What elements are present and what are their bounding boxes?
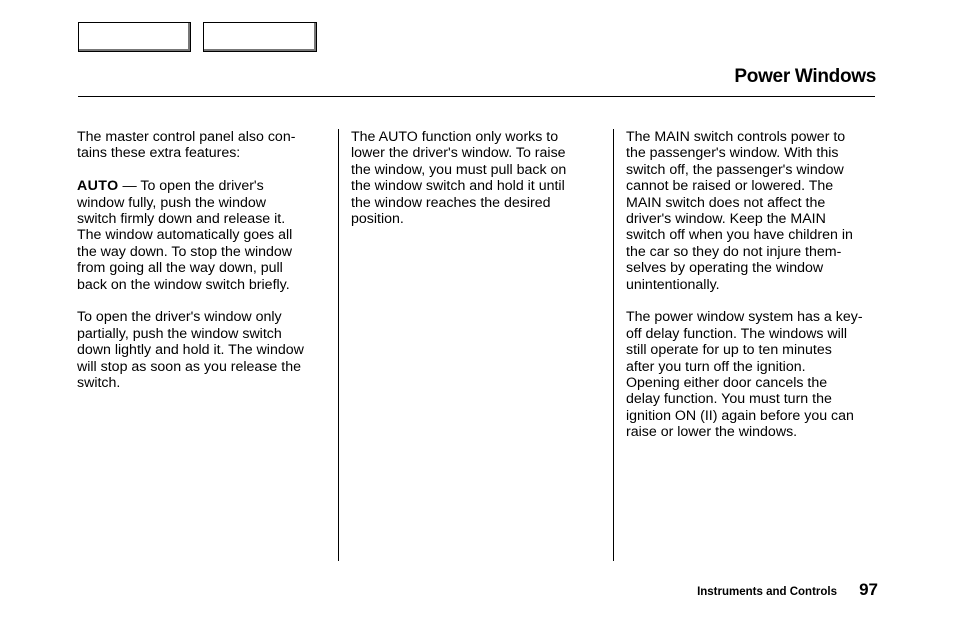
text-line: the car so they do not injure them-: [626, 243, 842, 260]
next-page-button[interactable]: [203, 22, 317, 52]
text-line: MAIN switch does not affect the: [626, 194, 826, 211]
text-line: The power window system has a key-: [626, 309, 863, 326]
partial-open-paragraph: [77, 309, 331, 391]
column-divider: [338, 129, 339, 561]
text-line: from going all the way down, pull: [77, 260, 283, 277]
header-divider: [78, 96, 875, 97]
footer-section-title: Instruments and Controls: [697, 586, 837, 598]
text-line: The master control panel also con-: [77, 129, 296, 145]
column-divider: [613, 129, 614, 561]
intro-paragraph: [77, 129, 331, 162]
text-line: switch firmly down and release it.: [77, 211, 286, 228]
text-line: unintentionally.: [626, 276, 720, 293]
text-line: To open the driver's window only: [77, 309, 282, 326]
text-line: partially, push the window switch: [77, 325, 282, 342]
text-line: still operate for up to ten minutes: [626, 342, 832, 359]
text-line: switch off, the passenger's window: [626, 161, 844, 178]
text-line: after you turn off the ignition.: [626, 358, 806, 375]
text-line: raise or lower the windows.: [626, 424, 798, 441]
text-line: tains these extra features:: [77, 145, 241, 162]
text-line: [77, 178, 331, 194]
page-title: Power Windows: [734, 66, 876, 87]
text-line: will stop as soon as you release the: [77, 358, 301, 375]
previous-page-button[interactable]: [78, 22, 191, 52]
text-line: Opening either door cancels the: [626, 375, 828, 392]
auto-function-paragraph: [351, 129, 597, 227]
text-column-3: [626, 129, 882, 457]
text-line: off delay function. The windows will: [626, 325, 848, 342]
text-line: the way down. To stop the window: [77, 243, 293, 260]
text-line: window fully, push the window: [77, 194, 267, 211]
auto-paragraph: [77, 178, 331, 293]
text-line: The AUTO function only works to: [351, 129, 559, 145]
text-line: the passenger's window. With this: [626, 145, 839, 162]
text-line: back on the window switch briefly.: [77, 276, 290, 293]
delay-function-paragraph: [626, 309, 882, 440]
text-column-2: [351, 129, 597, 244]
text-line: The MAIN switch controls power to: [626, 129, 846, 145]
auto-first-line-rest: — To open the driver's: [118, 178, 264, 195]
text-line: lower the driver's window. To raise: [351, 145, 566, 162]
text-line: driver's window. Keep the MAIN: [626, 211, 826, 228]
text-line: the window switch and hold it until: [351, 178, 565, 195]
page-number: 97: [859, 580, 878, 599]
auto-term: AUTO: [77, 178, 119, 195]
text-line: switch.: [77, 375, 121, 392]
text-line: position.: [351, 211, 404, 228]
text-line: ignition ON (II) again before you can: [626, 407, 854, 424]
text-line: down lightly and hold it. The window: [77, 342, 304, 359]
text-line: the window reaches the desired: [351, 194, 551, 211]
text-line: the window, you must pull back on: [351, 161, 567, 178]
text-line: delay function. You must turn the: [626, 391, 832, 408]
main-switch-paragraph: [626, 129, 882, 293]
text-line: selves by operating the window: [626, 260, 824, 277]
text-column-1: [77, 129, 331, 408]
text-line: cannot be raised or lowered. The: [626, 178, 834, 195]
text-line: The window automatically goes all: [77, 227, 293, 244]
text-line: switch off when you have children in: [626, 227, 853, 244]
